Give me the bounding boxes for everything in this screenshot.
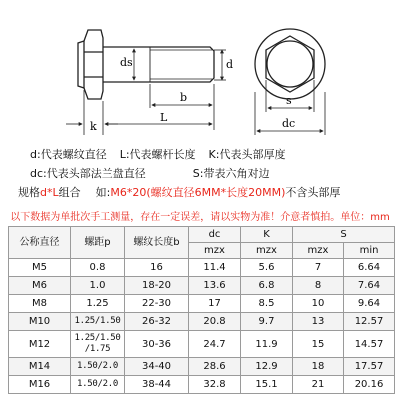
cell-k: 6.8	[241, 277, 293, 295]
L-label: L	[160, 111, 168, 124]
spec-prefix: 规格	[18, 186, 40, 199]
header-thread-length: 螺纹长度b	[125, 227, 189, 259]
table-row	[9, 259, 395, 277]
cell-pitch: 1.0	[71, 277, 125, 295]
def-K: K:代表头部厚度	[208, 148, 286, 161]
cell-dc: 28.6	[189, 358, 241, 376]
cell-k: 8.5	[241, 295, 293, 313]
def-d: d:代表螺纹直径	[30, 148, 107, 161]
header-dc: dc	[189, 227, 241, 243]
cell-s-max: 18	[293, 358, 344, 376]
cell-s-min: 17.57	[344, 358, 395, 376]
cell-thread-length: 18-20	[125, 277, 189, 295]
cell-s-max: 10	[293, 295, 344, 313]
spec-combo: 组合	[58, 186, 81, 199]
cell-thread-length: 30-36	[125, 331, 189, 358]
d-label: d	[226, 58, 234, 71]
flange-bolt-diagram	[0, 0, 400, 140]
s-label: s	[286, 94, 292, 107]
header-k-sub: mzx	[241, 243, 293, 259]
cell-diameter: M8	[9, 295, 71, 313]
cell-pitch: 0.8	[71, 259, 125, 277]
cell-pitch: 1.50/2.0	[71, 376, 125, 394]
cell-dc: 20.8	[189, 313, 241, 331]
header-diameter: 公称直径	[9, 227, 71, 259]
cell-s-max: 13	[293, 313, 344, 331]
cell-s-max: 15	[293, 331, 344, 358]
cell-k: 15.1	[241, 376, 293, 394]
cell-thread-length: 22-30	[125, 295, 189, 313]
bolt-end-view	[255, 29, 325, 99]
cell-s-min: 6.64	[344, 259, 395, 277]
cell-k: 12.9	[241, 358, 293, 376]
header-s-sub-min: min	[344, 243, 395, 259]
cell-s-min: 12.57	[344, 313, 395, 331]
ds-label: ds	[120, 56, 133, 69]
cell-k: 9.7	[241, 313, 293, 331]
cell-s-min: 20.16	[344, 376, 395, 394]
cell-pitch: 1.50/2.0	[71, 358, 125, 376]
spec-dl: d*L	[40, 186, 59, 199]
cell-s-max: 21	[293, 376, 344, 394]
cell-thread-length: 16	[125, 259, 189, 277]
cell-diameter: M10	[9, 313, 71, 331]
cell-pitch: 1.25/1.50 /1.75	[71, 331, 125, 358]
cell-diameter: M14	[9, 358, 71, 376]
cell-dc: 11.4	[189, 259, 241, 277]
cell-diameter: M5	[9, 259, 71, 277]
cell-thread-length: 34-40	[125, 358, 189, 376]
spec-suffix: 不含头部厚	[285, 186, 341, 199]
def-dc: dc:代表头部法兰盘直径	[30, 167, 146, 180]
bolt-side-view	[78, 30, 214, 99]
header-pitch: 螺距p	[71, 227, 125, 259]
cell-thread-length: 38-44	[125, 376, 189, 394]
k-label: k	[90, 120, 97, 133]
cell-dc: 32.8	[189, 376, 241, 394]
b-label: b	[180, 91, 188, 104]
cell-diameter: M6	[9, 277, 71, 295]
cell-k: 5.6	[241, 259, 293, 277]
cell-k: 11.9	[241, 331, 293, 358]
cell-diameter: M12	[9, 331, 71, 358]
cell-s-max: 7	[293, 259, 344, 277]
header-k: K	[241, 227, 293, 243]
spec-example: M6*20(螺纹直径6MM*长度20MM)	[110, 186, 286, 199]
cell-pitch: 1.25/1.50	[71, 313, 125, 331]
cell-dc: 13.6	[189, 277, 241, 295]
spec-table	[8, 226, 395, 394]
cell-s-max: 8	[293, 277, 344, 295]
dc-label: dc	[282, 117, 296, 130]
cell-dc: 24.7	[189, 331, 241, 358]
header-s-sub-max: mzx	[293, 243, 344, 259]
table-row	[9, 376, 395, 394]
def-L: L:代表螺杆长度	[119, 148, 196, 161]
cell-thread-length: 26-32	[125, 313, 189, 331]
table-row	[9, 358, 395, 376]
cell-s-min: 14.57	[344, 331, 395, 358]
table-row	[9, 313, 395, 331]
measurement-notice: 以下数据为单批次手工测量，存在一定误差，请以实物为准！介意者慎拍。单位：mm	[10, 212, 390, 223]
cell-s-min: 9.64	[344, 295, 395, 313]
spec-as: 如:	[95, 186, 111, 199]
table-row	[9, 331, 395, 358]
table-row	[9, 277, 395, 295]
cell-pitch: 1.25	[71, 295, 125, 313]
table-row	[9, 295, 395, 313]
cell-s-min: 7.64	[344, 277, 395, 295]
header-s: S	[293, 227, 395, 243]
cell-diameter: M16	[9, 376, 71, 394]
def-S: S:带表六角对边	[192, 167, 270, 180]
cell-dc: 17	[189, 295, 241, 313]
header-dc-sub: mzx	[189, 243, 241, 259]
